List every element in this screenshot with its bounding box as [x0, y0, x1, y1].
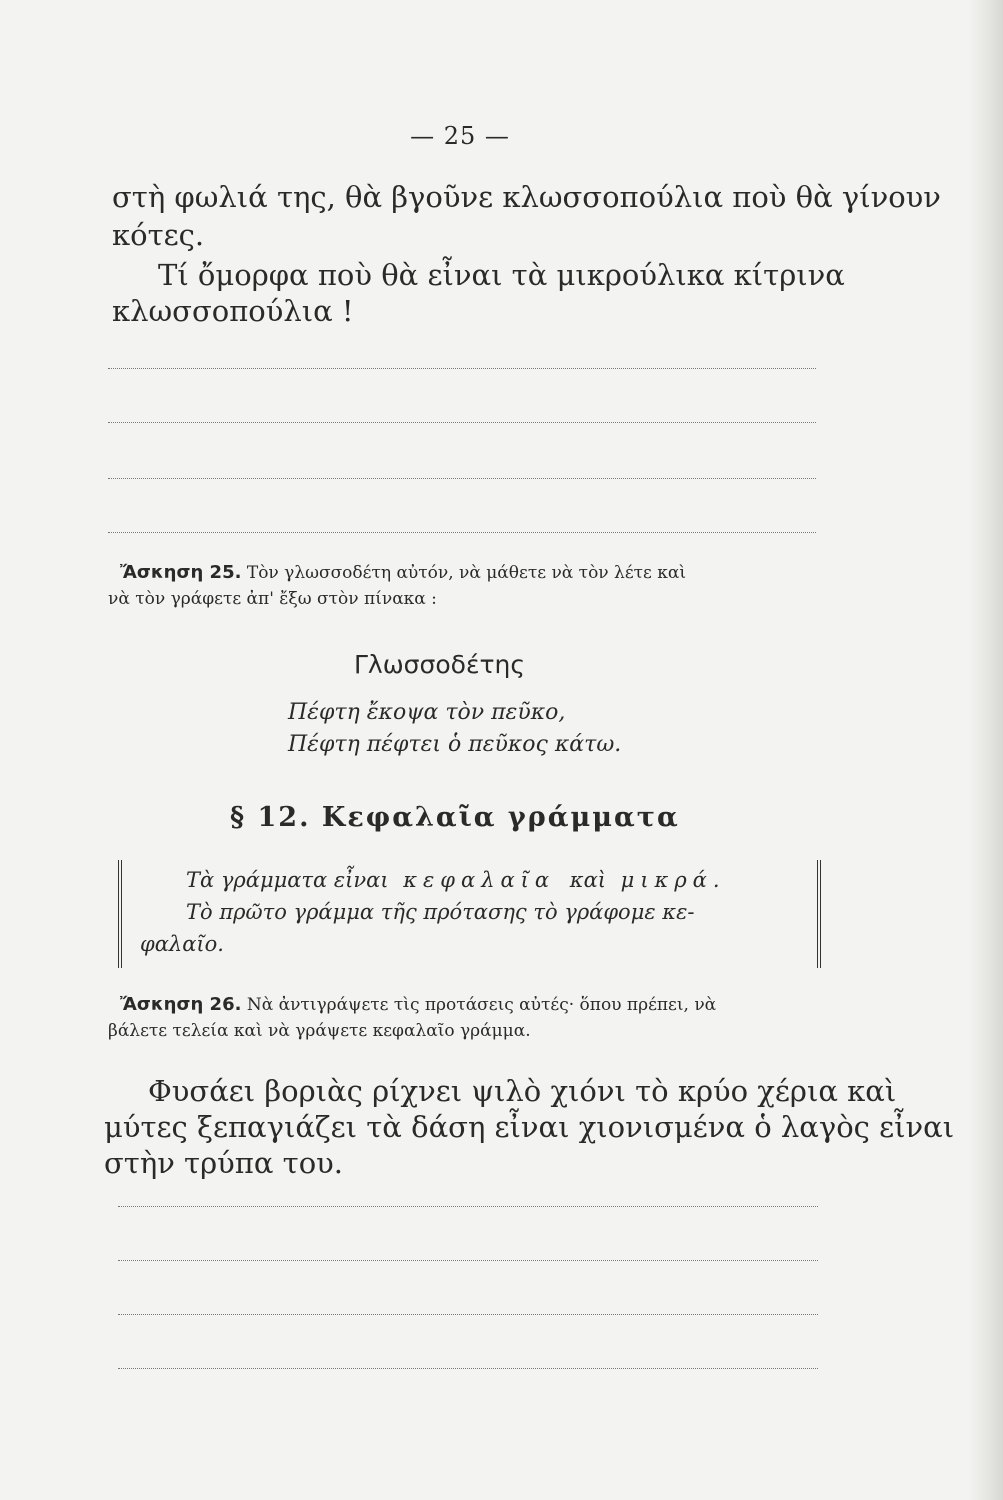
tongue-twister-title: Γλωσσοδέτης: [354, 650, 526, 679]
writing-line: [108, 368, 816, 369]
page-edge: [969, 0, 1003, 1500]
writing-line: [108, 532, 816, 533]
passage-line-1: στὴ φωλιά της, θὰ βγοῦνε κλωσσοπούλια ποὺ θὰ γίνουν: [112, 180, 941, 214]
exercise-25-text-2: νὰ τὸν γράφετε ἀπ' ἔξω στὸν πίνακα :: [108, 589, 437, 609]
passage-line-3: Τί ὄμορφα ποὺ θὰ εἶναι τὰ μικρούλικα κίτρινα: [158, 258, 845, 292]
exercise-text-line-3: στὴν τρύπα του.: [104, 1146, 343, 1180]
exercise-text-line-2: μύτες ξεπαγιάζει τὰ δάση εἶναι χιονισμένα ὁ λαγὸς εἶναι: [104, 1110, 955, 1144]
tongue-twister-line-2: Πέφτη πέφτει ὁ πεῦκος κάτω.: [288, 732, 622, 757]
exercise-text-line-1: Φυσάει βοριὰς ρίχνει ψιλὸ χιόνι τὸ κρύο χέρια καὶ: [148, 1074, 897, 1108]
writing-line: [118, 1314, 818, 1315]
rule-line-2: Τὸ πρῶτο γράμμα τῆς πρότασης τὸ γράφομε κε-: [186, 900, 695, 924]
writing-line: [118, 1206, 818, 1207]
exercise-25-label: Ἄσκηση 25.: [120, 562, 242, 583]
writing-line: [108, 422, 816, 423]
exercise-25-text-1: Τὸν γλωσσοδέτη αὐτόν, νὰ μάθετε νὰ τὸν λέτε καὶ: [246, 563, 687, 583]
section-heading: § 12. Κεφαλαῖα γράμματα: [230, 802, 680, 833]
writing-line: [118, 1368, 818, 1369]
rule-line-1d: μικρά.: [620, 868, 726, 892]
page-number: — 25 —: [410, 122, 510, 150]
writing-line: [108, 478, 816, 479]
writing-line: [118, 1260, 818, 1261]
rule-line-1c: καὶ: [569, 868, 606, 892]
passage-line-4: κλωσσοπούλια !: [112, 294, 354, 328]
exercise-26-text-1: Νὰ ἀντιγράψετε τὶς προτάσεις αὐτές· ὅπου πρέπει, νὰ: [246, 995, 717, 1015]
rule-line-1a: Τὰ γράμματα εἶναι: [186, 868, 389, 892]
rule-line-3: φαλαῖο.: [140, 932, 224, 956]
rule-line-1b: κεφαλαῖα: [403, 868, 556, 892]
exercise-26-label: Ἄσκηση 26.: [120, 994, 242, 1015]
exercise-26-text-2: βάλετε τελεία καὶ νὰ γράψετε κεφαλαῖο γράμμα.: [108, 1021, 531, 1041]
tongue-twister-line-1: Πέφτη ἔκοψα τὸν πεῦκο,: [288, 700, 566, 725]
passage-line-2: κότες.: [112, 218, 205, 252]
